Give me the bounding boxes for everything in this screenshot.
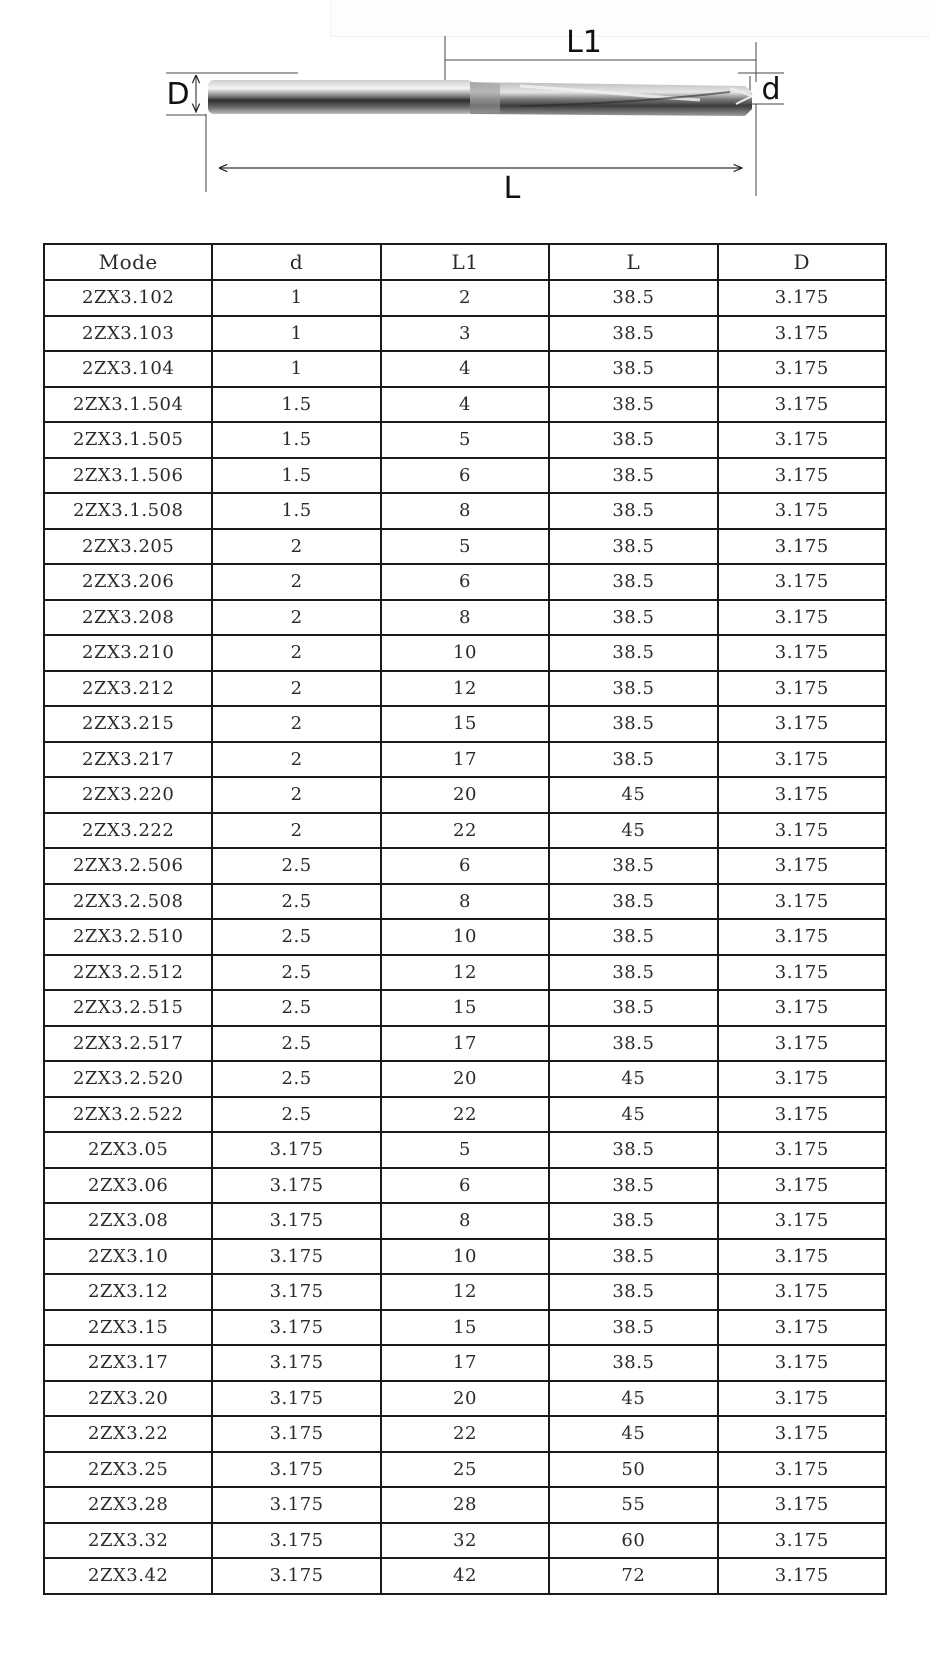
cell-d: 1	[212, 316, 380, 352]
cell-shank-d: 3.175	[718, 316, 886, 352]
header-l: L	[549, 244, 717, 280]
cell-l1: 12	[381, 1274, 549, 1310]
cell-d: 1.5	[212, 458, 380, 494]
header-l1: L1	[381, 244, 549, 280]
cell-mode: 2ZX3.12	[44, 1274, 212, 1310]
table-row	[44, 777, 886, 813]
cell-d: 2.5	[212, 848, 380, 884]
cell-d: 3.175	[212, 1381, 380, 1417]
cell-shank-d: 3.175	[718, 529, 886, 565]
cell-shank-d: 3.175	[718, 919, 886, 955]
cell-l: 38.5	[549, 848, 717, 884]
cell-mode: 2ZX3.32	[44, 1523, 212, 1559]
cell-d: 1.5	[212, 493, 380, 529]
cell-d: 3.175	[212, 1345, 380, 1381]
cell-shank-d: 3.175	[718, 884, 886, 920]
cell-mode: 2ZX3.15	[44, 1310, 212, 1346]
cell-l1: 32	[381, 1523, 549, 1559]
cell-l: 38.5	[549, 706, 717, 742]
cell-shank-d: 3.175	[718, 600, 886, 636]
cell-shank-d: 3.175	[718, 990, 886, 1026]
cell-d: 3.175	[212, 1416, 380, 1452]
cell-shank-d: 3.175	[718, 706, 886, 742]
cell-shank-d: 3.175	[718, 564, 886, 600]
cell-l: 38.5	[549, 1274, 717, 1310]
table-row	[44, 813, 886, 849]
table-row	[44, 884, 886, 920]
cell-d: 2	[212, 564, 380, 600]
header-shank-d: D	[718, 244, 886, 280]
cell-l: 38.5	[549, 493, 717, 529]
table-row	[44, 1061, 886, 1097]
cell-mode: 2ZX3.222	[44, 813, 212, 849]
cell-l: 38.5	[549, 1310, 717, 1346]
cell-shank-d: 3.175	[718, 1274, 886, 1310]
cutter-diameter-label: d	[761, 72, 781, 107]
cell-d: 3.175	[212, 1452, 380, 1488]
cell-shank-d: 3.175	[718, 955, 886, 991]
table-row	[44, 280, 886, 316]
cell-shank-d: 3.175	[718, 1168, 886, 1204]
cell-l1: 4	[381, 351, 549, 387]
cell-mode: 2ZX3.2.515	[44, 990, 212, 1026]
cell-d: 2.5	[212, 1026, 380, 1062]
end-mill-image	[208, 80, 752, 116]
cell-l: 38.5	[549, 458, 717, 494]
cell-mode: 2ZX3.17	[44, 1345, 212, 1381]
table-row	[44, 1381, 886, 1417]
cell-mode: 2ZX3.215	[44, 706, 212, 742]
cell-l: 38.5	[549, 635, 717, 671]
cell-l: 38.5	[549, 919, 717, 955]
cell-d: 3.175	[212, 1132, 380, 1168]
cell-l1: 12	[381, 955, 549, 991]
cell-l: 45	[549, 1061, 717, 1097]
cell-shank-d: 3.175	[718, 1310, 886, 1346]
cell-mode: 2ZX3.2.512	[44, 955, 212, 991]
cell-d: 1.5	[212, 387, 380, 423]
cell-shank-d: 3.175	[718, 1097, 886, 1133]
cell-mode: 2ZX3.212	[44, 671, 212, 707]
cell-mode: 2ZX3.2.517	[44, 1026, 212, 1062]
cell-l1: 22	[381, 1416, 549, 1452]
table-row	[44, 564, 886, 600]
cell-shank-d: 3.175	[718, 1452, 886, 1488]
cell-shank-d: 3.175	[718, 1132, 886, 1168]
cell-d: 2.5	[212, 990, 380, 1026]
cell-l: 45	[549, 813, 717, 849]
cell-d: 3.175	[212, 1274, 380, 1310]
table-row	[44, 919, 886, 955]
cell-mode: 2ZX3.06	[44, 1168, 212, 1204]
cell-mode: 2ZX3.220	[44, 777, 212, 813]
cell-mode: 2ZX3.206	[44, 564, 212, 600]
cell-l: 38.5	[549, 955, 717, 991]
cell-l: 38.5	[549, 280, 717, 316]
cell-mode: 2ZX3.2.522	[44, 1097, 212, 1133]
cell-shank-d: 3.175	[718, 1026, 886, 1062]
cell-shank-d: 3.175	[718, 422, 886, 458]
cell-d: 2	[212, 777, 380, 813]
cell-d: 3.175	[212, 1310, 380, 1346]
cell-l1: 8	[381, 1203, 549, 1239]
cell-d: 2	[212, 529, 380, 565]
header-d: d	[212, 244, 380, 280]
cell-l: 45	[549, 777, 717, 813]
cell-d: 2	[212, 635, 380, 671]
cell-l1: 17	[381, 1026, 549, 1062]
table-row	[44, 1026, 886, 1062]
cell-l1: 17	[381, 1345, 549, 1381]
cell-d: 2.5	[212, 955, 380, 991]
cell-shank-d: 3.175	[718, 351, 886, 387]
table-row	[44, 1097, 886, 1133]
table-row	[44, 351, 886, 387]
cell-l1: 15	[381, 706, 549, 742]
cell-l1: 17	[381, 742, 549, 778]
table-row	[44, 1452, 886, 1488]
cell-l1: 6	[381, 458, 549, 494]
cell-l1: 20	[381, 1381, 549, 1417]
cell-l1: 15	[381, 1310, 549, 1346]
l1-label: L1	[566, 25, 602, 60]
cell-l: 38.5	[549, 671, 717, 707]
cell-l1: 28	[381, 1487, 549, 1523]
cell-mode: 2ZX3.208	[44, 600, 212, 636]
table-row	[44, 1487, 886, 1523]
l1-dimension	[445, 25, 756, 82]
cell-shank-d: 3.175	[718, 635, 886, 671]
cell-l1: 6	[381, 848, 549, 884]
cell-shank-d: 3.175	[718, 1061, 886, 1097]
table-row	[44, 671, 886, 707]
table-row	[44, 422, 886, 458]
cell-mode: 2ZX3.103	[44, 316, 212, 352]
cell-mode: 2ZX3.2.520	[44, 1061, 212, 1097]
cell-d: 2	[212, 600, 380, 636]
cell-l1: 3	[381, 316, 549, 352]
cell-l1: 2	[381, 280, 549, 316]
table-row	[44, 1523, 886, 1559]
cell-d: 1	[212, 351, 380, 387]
overall-length-label: L	[503, 171, 521, 206]
table-row	[44, 1416, 886, 1452]
cell-shank-d: 3.175	[718, 813, 886, 849]
cell-l1: 10	[381, 1239, 549, 1275]
table-row	[44, 706, 886, 742]
cell-d: 3.175	[212, 1168, 380, 1204]
table-row	[44, 1274, 886, 1310]
cell-l1: 8	[381, 600, 549, 636]
cell-l1: 22	[381, 1097, 549, 1133]
cell-shank-d: 3.175	[718, 1381, 886, 1417]
cell-l: 38.5	[549, 316, 717, 352]
cell-l: 38.5	[549, 1132, 717, 1168]
cell-mode: 2ZX3.10	[44, 1239, 212, 1275]
cell-l: 38.5	[549, 884, 717, 920]
cell-l1: 5	[381, 422, 549, 458]
cell-mode: 2ZX3.08	[44, 1203, 212, 1239]
cell-l: 38.5	[549, 990, 717, 1026]
cell-mode: 2ZX3.1.506	[44, 458, 212, 494]
cell-l: 38.5	[549, 422, 717, 458]
cell-l1: 25	[381, 1452, 549, 1488]
cell-l1: 8	[381, 884, 549, 920]
cell-mode: 2ZX3.1.505	[44, 422, 212, 458]
cell-mode: 2ZX3.104	[44, 351, 212, 387]
cell-mode: 2ZX3.28	[44, 1487, 212, 1523]
cell-mode: 2ZX3.2.508	[44, 884, 212, 920]
cell-shank-d: 3.175	[718, 742, 886, 778]
cell-mode: 2ZX3.2.506	[44, 848, 212, 884]
shank-diameter-label: D	[166, 77, 190, 112]
cell-l1: 20	[381, 777, 549, 813]
table-row	[44, 529, 886, 565]
table-row	[44, 955, 886, 991]
cell-shank-d: 3.175	[718, 458, 886, 494]
cell-mode: 2ZX3.1.508	[44, 493, 212, 529]
cell-l1: 22	[381, 813, 549, 849]
cell-shank-d: 3.175	[718, 1416, 886, 1452]
cell-l: 38.5	[549, 564, 717, 600]
cell-mode: 2ZX3.210	[44, 635, 212, 671]
cell-shank-d: 3.175	[718, 493, 886, 529]
cell-l: 45	[549, 1381, 717, 1417]
cell-shank-d: 3.175	[718, 280, 886, 316]
table-row	[44, 316, 886, 352]
cell-l1: 10	[381, 919, 549, 955]
cell-l: 38.5	[549, 387, 717, 423]
cell-l: 45	[549, 1097, 717, 1133]
cell-d: 1.5	[212, 422, 380, 458]
cell-d: 3.175	[212, 1239, 380, 1275]
cell-mode: 2ZX3.05	[44, 1132, 212, 1168]
cell-mode: 2ZX3.217	[44, 742, 212, 778]
cell-l: 60	[549, 1523, 717, 1559]
cell-d: 2	[212, 671, 380, 707]
cell-l1: 15	[381, 990, 549, 1026]
cell-l: 38.5	[549, 1345, 717, 1381]
cell-d: 2	[212, 813, 380, 849]
cell-mode: 2ZX3.1.504	[44, 387, 212, 423]
cell-l1: 10	[381, 635, 549, 671]
cell-l: 38.5	[549, 529, 717, 565]
cell-d: 3.175	[212, 1487, 380, 1523]
cell-l: 38.5	[549, 600, 717, 636]
cell-mode: 2ZX3.42	[44, 1558, 212, 1594]
cell-shank-d: 3.175	[718, 1558, 886, 1594]
specification-table	[43, 243, 887, 1595]
cell-l: 38.5	[549, 1026, 717, 1062]
table-header-row	[44, 244, 886, 280]
cell-d: 2	[212, 706, 380, 742]
cell-d: 2.5	[212, 1097, 380, 1133]
cell-l: 55	[549, 1487, 717, 1523]
cell-shank-d: 3.175	[718, 671, 886, 707]
cell-l1: 12	[381, 671, 549, 707]
cell-mode: 2ZX3.205	[44, 529, 212, 565]
table-row	[44, 1345, 886, 1381]
overall-length-dimension	[206, 104, 756, 206]
cell-mode: 2ZX3.2.510	[44, 919, 212, 955]
table-row	[44, 1203, 886, 1239]
cell-mode: 2ZX3.102	[44, 280, 212, 316]
cell-l1: 42	[381, 1558, 549, 1594]
table-row	[44, 1310, 886, 1346]
cell-l1: 6	[381, 564, 549, 600]
table-row	[44, 990, 886, 1026]
table-row	[44, 1168, 886, 1204]
table-body	[44, 280, 886, 1594]
table-row	[44, 1558, 886, 1594]
cell-mode: 2ZX3.20	[44, 1381, 212, 1417]
header-mode: Mode	[44, 244, 212, 280]
cell-d: 3.175	[212, 1558, 380, 1594]
cell-l1: 20	[381, 1061, 549, 1097]
cell-l: 72	[549, 1558, 717, 1594]
cell-d: 2.5	[212, 919, 380, 955]
cell-d: 3.175	[212, 1523, 380, 1559]
cell-shank-d: 3.175	[718, 1239, 886, 1275]
table-row	[44, 600, 886, 636]
cell-d: 3.175	[212, 1203, 380, 1239]
cell-shank-d: 3.175	[718, 848, 886, 884]
table-row	[44, 848, 886, 884]
table-row	[44, 635, 886, 671]
table-row	[44, 1132, 886, 1168]
cell-d: 2.5	[212, 1061, 380, 1097]
cell-shank-d: 3.175	[718, 777, 886, 813]
table-row	[44, 493, 886, 529]
table-row	[44, 387, 886, 423]
cell-l: 38.5	[549, 742, 717, 778]
cell-l: 38.5	[549, 351, 717, 387]
cell-mode: 2ZX3.25	[44, 1452, 212, 1488]
cell-shank-d: 3.175	[718, 1523, 886, 1559]
cell-l: 50	[549, 1452, 717, 1488]
cell-l: 38.5	[549, 1168, 717, 1204]
cell-shank-d: 3.175	[718, 387, 886, 423]
cell-l: 38.5	[549, 1239, 717, 1275]
table-row	[44, 1239, 886, 1275]
cell-d: 2	[212, 742, 380, 778]
cell-l1: 4	[381, 387, 549, 423]
cell-l1: 8	[381, 493, 549, 529]
cell-l: 38.5	[549, 1203, 717, 1239]
table-row	[44, 458, 886, 494]
cell-l1: 6	[381, 1168, 549, 1204]
tool-dimension-drawing	[0, 0, 930, 210]
cell-shank-d: 3.175	[718, 1203, 886, 1239]
cell-d: 2.5	[212, 884, 380, 920]
cell-mode: 2ZX3.22	[44, 1416, 212, 1452]
cell-l1: 5	[381, 1132, 549, 1168]
table-row	[44, 742, 886, 778]
cell-l1: 5	[381, 529, 549, 565]
cell-shank-d: 3.175	[718, 1345, 886, 1381]
cell-l: 45	[549, 1416, 717, 1452]
cell-shank-d: 3.175	[718, 1487, 886, 1523]
cell-d: 1	[212, 280, 380, 316]
